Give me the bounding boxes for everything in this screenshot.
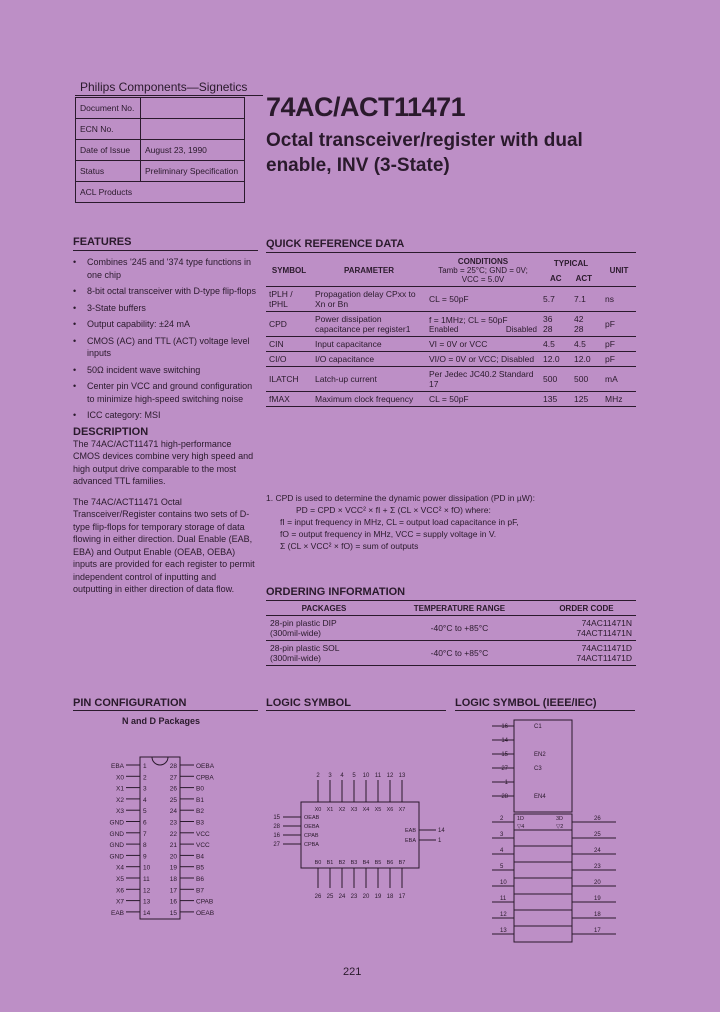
signal-label: B5 (374, 860, 382, 866)
pin-name-label: X3 (116, 808, 124, 816)
pin-number-label: 10 (362, 773, 370, 779)
description-paragraph: The 74AC/ACT11471 high-performance CMOS devices combine very high speed and high output drive comparable to the most advanced TTL families. (73, 438, 254, 486)
table-row: tPLH / tPHL Propagation delay CPxx to Xn or Bn CL = 50pF 5.7 7.1 ns (266, 287, 636, 312)
pin-name-label: X4 (116, 864, 124, 872)
pin-number-label: 5 (143, 808, 147, 816)
pin-number-label: 6 (143, 819, 147, 827)
signal-label: CPBA (304, 842, 319, 848)
pin-number-label: 27 (501, 766, 508, 772)
pin-number-label: 28 (169, 763, 177, 770)
pin-number-label: 26 (594, 816, 601, 822)
pin-number-label: 25 (594, 832, 601, 838)
pin-name-label: CPBA (196, 774, 214, 782)
pin-number-label: 19 (374, 894, 382, 900)
cell-label: ▽2 (556, 824, 564, 830)
pin-number-label: 22 (169, 830, 177, 838)
pin-number-label: 12 (143, 887, 151, 895)
pin-name-label: GND (109, 842, 124, 850)
list-item: • Center pin VCC and ground configuration to minimize high-speed switching noise (73, 380, 258, 405)
register-cell (514, 910, 572, 926)
signal-label: B4 (362, 860, 370, 866)
pin-name-label: X0 (116, 774, 124, 782)
pin-number-label: 16 (273, 833, 280, 839)
pin-name-label: B3 (196, 819, 204, 827)
ordering-table: PACKAGES TEMPERATURE RANGE ORDER CODE 28-pin plastic DIP (300mil-wide) -40°C to +85°C 74AC11471N 74ACT11471N 28-pin plastic SOL (300mil-wide) -40°C to +85°C 74AC11471D 74ACT11471D (266, 602, 636, 666)
pin-number-label: 21 (169, 842, 177, 850)
pin-name-label: B2 (196, 808, 204, 816)
table-row (76, 182, 245, 203)
pin-number-label: 14 (438, 828, 445, 834)
pin-number-label: 1 (438, 838, 442, 844)
pin-name-label: B0 (196, 785, 204, 793)
pin-number-label: 2 (316, 773, 320, 779)
signal-label: B6 (386, 860, 394, 866)
pin-diagram (100, 755, 230, 925)
doc-label: ACL Products (76, 182, 245, 203)
table-row: 28-pin plastic DIP (300mil-wide) -40°C to +85°C 74AC11471N 74ACT11471N (266, 616, 636, 641)
col-typical: TYPICAL (553, 258, 589, 268)
pin-number-label: 7 (143, 830, 147, 838)
signal-label: X1 (326, 807, 334, 813)
pin-number-label: 15 (273, 815, 280, 821)
doc-value: August 23, 1990 (141, 140, 245, 161)
logic-ieee-diagram (490, 718, 620, 946)
pin-number-label: 13 (143, 898, 151, 906)
pin-number-label: 9 (143, 853, 147, 861)
pin-name-label: B7 (196, 887, 204, 895)
pin-name-label: B5 (196, 864, 204, 872)
pin-number-label: 16 (169, 898, 177, 906)
features-section (73, 236, 258, 596)
pin-number-label: 5 (352, 773, 356, 779)
pin-name-label: VCC (196, 830, 210, 838)
pin-number-label: 23 (350, 894, 358, 900)
register-cell (514, 894, 572, 910)
pin-name-label: X1 (116, 785, 124, 793)
register-cell (514, 878, 572, 894)
quick-ref-heading: QUICK REFERENCE DATA (266, 238, 405, 250)
pin-number-label: 18 (169, 876, 177, 883)
register-cell (514, 846, 572, 862)
table-row: fMAX Maximum clock frequency CL = 50pF 135 125 MHz (266, 392, 636, 407)
pin-number-label: 19 (169, 864, 177, 872)
list-item: • Output capability: ±24 mA (73, 318, 258, 331)
col-ac: AC (550, 273, 562, 283)
pin-number-label: 26 (169, 785, 177, 793)
pin-name-label: OEBA (196, 763, 215, 770)
pin-number-label: 14 (143, 909, 151, 917)
pin-number-label: 20 (594, 880, 601, 886)
signal-label: X6 (386, 807, 394, 813)
description-paragraph: The 74AC/ACT11471 Octal Transceiver/Register contains two sets of D-type flip-flops for temporary storage of data flowing in either direction. Dual Enable (EAB, EBA) and Output Enable (OEAB, OEBA) inputs are provided for each register to permit independent control of inputting and outputting in either direction of data flow. (73, 496, 255, 594)
list-item: • 3-State buffers (73, 302, 258, 315)
cell-label: 3D (556, 816, 564, 822)
list-item: • ICC category: MSI (73, 409, 258, 422)
ordering-heading: ORDERING INFORMATION (266, 586, 406, 598)
description-heading: DESCRIPTION (73, 425, 149, 438)
pin-name-label: B4 (196, 853, 204, 861)
signal-label: OEBA (304, 824, 320, 830)
table-row (76, 161, 245, 182)
pin-name-label: GND (109, 819, 124, 827)
chip-notch (152, 757, 168, 765)
pin-number-label: 10 (500, 880, 507, 886)
control-label: EN2 (534, 752, 546, 758)
pin-number-label: 5 (500, 864, 504, 870)
pin-name-label: GND (109, 830, 124, 838)
header-rule (75, 95, 263, 96)
doc-label: Document No. (76, 98, 141, 119)
pin-number-label: 20 (169, 853, 177, 861)
pin-number-label: 25 (169, 796, 177, 804)
quick-ref-table (266, 255, 636, 407)
pin-number-label: 13 (398, 773, 406, 779)
pin-number-label: 11 (374, 773, 382, 779)
table-row: CPD Power dissipation capacitance per register1 f = 1MHz; CL = 50pF Enabled Disabled 36 28 42 28 pF (266, 312, 636, 337)
col-symbol: SYMBOL (271, 266, 307, 275)
doc-label: Date of Issue (76, 140, 141, 161)
signal-label: CPAB (304, 833, 319, 839)
control-label: C3 (534, 766, 542, 772)
signal-label: B0 (314, 860, 322, 866)
pin-number-label: 25 (326, 894, 334, 900)
signal-label: EAB (404, 828, 416, 834)
list-item: • CMOS (AC) and TTL (ACT) voltage level inputs (73, 335, 258, 360)
package-label: N and D Packages (122, 716, 201, 726)
register-cell (514, 926, 572, 942)
pin-number-label: 15 (169, 909, 177, 917)
pin-number-label: 2 (143, 774, 147, 782)
page-title: 74AC/ACT11471 (266, 92, 466, 122)
table-row: CI/O I/O capacitance VI/O = 0V or VCC; Disabled 12.0 12.0 pF (266, 352, 636, 367)
signal-label: X3 (350, 807, 358, 813)
pin-number-label: 4 (340, 773, 344, 779)
pin-number-label: 18 (386, 894, 394, 900)
cond-line: VCC = 5.0V (461, 275, 505, 284)
pin-number-label: 18 (594, 912, 601, 918)
features-heading: FEATURES (73, 236, 132, 248)
signal-label: OEAB (304, 815, 320, 821)
control-label: EN4 (534, 794, 546, 800)
pin-name-label: B6 (196, 876, 204, 883)
list-item: • 8-bit octal transceiver with D-type flip-flops (73, 285, 258, 298)
pin-number-label: 1 (504, 780, 508, 786)
signal-label: X5 (374, 807, 382, 813)
pin-number-label: 28 (501, 794, 508, 800)
pin-number-label: 23 (169, 819, 177, 827)
register-cell (514, 830, 572, 846)
signal-label: X0 (314, 807, 322, 813)
pin-number-label: 14 (501, 738, 508, 744)
pin-name-label: X6 (116, 887, 124, 895)
pin-number-label: 27 (169, 774, 177, 782)
pin-number-label: 17 (169, 887, 177, 895)
pin-number-label: 28 (273, 824, 280, 830)
table-row: 28-pin plastic SOL (300mil-wide) -40°C to +85°C 74AC11471D 74ACT11471D (266, 641, 636, 666)
col-unit: UNIT (609, 266, 629, 275)
table-row (76, 119, 245, 140)
pin-number-label: 10 (143, 864, 151, 872)
doc-value (141, 98, 245, 119)
pin-number-label: 17 (594, 928, 601, 934)
signal-label: B2 (338, 860, 346, 866)
signal-label: X7 (398, 807, 406, 813)
document-info-table (75, 97, 245, 203)
table-row: CIN Input capacitance VI = 0V or VCC 4.5 4.5 pF (266, 337, 636, 352)
pin-name-label: B1 (196, 796, 204, 804)
pin-number-label: 16 (501, 724, 508, 730)
pin-number-label: 24 (594, 848, 601, 854)
pin-number-label: 17 (398, 894, 406, 900)
pin-name-label: X2 (116, 796, 124, 804)
pin-number-label: 3 (143, 785, 147, 793)
pin-name-label: EAB (110, 909, 124, 917)
pin-number-label: 3 (328, 773, 332, 779)
pin-number-label: 20 (362, 894, 370, 900)
pin-name-label: CPAB (196, 898, 214, 906)
logic-symbol-heading: LOGIC SYMBOL (266, 697, 351, 709)
cond-line: Tamb = 25°C; GND = 0V; (438, 266, 528, 275)
pin-name-label: VCC (196, 842, 210, 850)
pin-number-label: 26 (314, 894, 322, 900)
col-conditions: CONDITIONS (457, 257, 509, 266)
register-cell (514, 862, 572, 878)
list-item: • 50Ω incident wave switching (73, 364, 258, 377)
features-list (73, 256, 258, 422)
doc-label: Status (76, 161, 141, 182)
pin-number-label: 8 (143, 842, 147, 850)
pin-config-heading: PIN CONFIGURATION (73, 697, 187, 709)
pin-number-label: 24 (338, 894, 346, 900)
col-act: ACT (575, 273, 593, 283)
pin-name-label: X5 (116, 876, 124, 883)
pin-number-label: 24 (169, 808, 177, 816)
pin-number-label: 12 (386, 773, 394, 779)
pin-number-label: 12 (500, 912, 507, 918)
cell-label: ▽4 (517, 824, 525, 830)
pin-number-label: 2 (500, 816, 504, 822)
table-row (76, 140, 245, 161)
doc-value: Preliminary Specification (141, 161, 245, 182)
logic-symbol-diagram (266, 765, 446, 915)
signal-label: B1 (326, 860, 334, 866)
logic-ieee-heading: LOGIC SYMBOL (IEEE/IEC) (455, 697, 597, 709)
quick-ref-notes: 1. CPD is used to determine the dynamic power dissipation (PD in µW): PD = CPD × VCC² × fI + Σ (CL × VCC² × fO) where: fI = input frequency in MHz, CL = output load capacitance in pF, fO = output frequency in MHz, VCC = supply voltage in V. Σ (CL × VCC² × fO) = sum of outputs (266, 493, 535, 551)
page-number: 221 (343, 966, 362, 978)
table-row (76, 98, 245, 119)
pin-number-label: 11 (500, 896, 507, 902)
cell-label: 1D (517, 816, 525, 822)
pin-name-label: X7 (116, 898, 124, 906)
signal-label: X2 (338, 807, 346, 813)
signal-label: EBA (404, 838, 416, 844)
pin-number-label: 23 (594, 864, 601, 870)
doc-label: ECN No. (76, 119, 141, 140)
pin-name-label: GND (109, 853, 124, 861)
doc-value (141, 119, 245, 140)
pin-number-label: 13 (500, 928, 507, 934)
pin-number-label: 15 (501, 752, 508, 758)
pin-number-label: 27 (273, 842, 280, 848)
table-row: ILATCH Latch-up current Per Jedec JC40.2 Standard 17 500 500 mA (266, 367, 636, 392)
signal-label: X4 (362, 807, 370, 813)
pin-number-label: 11 (143, 876, 150, 883)
pin-name-label: OEAB (196, 909, 215, 917)
list-item: • Combines '245 and '374 type functions in one chip (73, 256, 258, 281)
signal-label: B7 (398, 860, 406, 866)
pin-number-label: 3 (500, 832, 504, 838)
signal-label: B3 (350, 860, 358, 866)
page-subtitle: Octal transceiver/register with dual enable, INV (3-State) (266, 130, 583, 176)
pin-number-label: 4 (143, 796, 147, 804)
pin-number-label: 4 (500, 848, 504, 854)
pin-name-label: EBA (110, 763, 124, 770)
col-parameter: PARAMETER (343, 266, 395, 275)
control-label: C1 (534, 724, 542, 730)
pin-number-label: 1 (143, 763, 147, 770)
company-header: Philips Components—Signetics (80, 80, 248, 94)
pin-number-label: 19 (594, 896, 601, 902)
